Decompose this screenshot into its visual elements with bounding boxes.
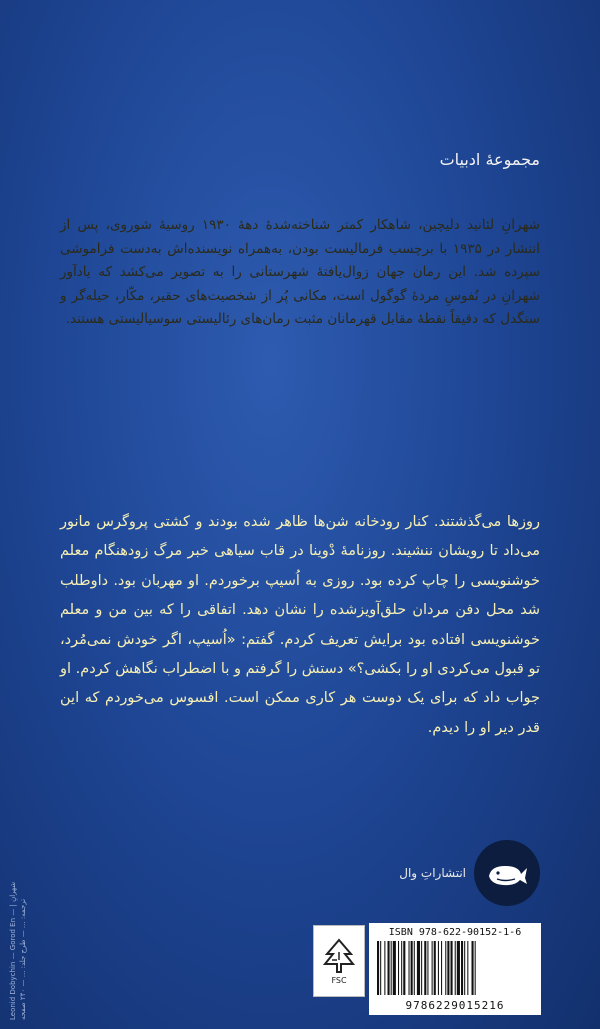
barcode-bar	[403, 941, 405, 995]
barcode-bar	[393, 941, 396, 995]
barcode-bar	[427, 941, 428, 995]
whale-icon	[474, 840, 540, 906]
barcode-bar	[391, 941, 392, 995]
barcode-bar	[441, 941, 442, 995]
fsc-label: FSC	[331, 975, 347, 985]
publisher-name: انتشاراتِ وال	[399, 866, 466, 880]
barcode-bar	[455, 941, 456, 995]
barcode-bar	[472, 941, 474, 995]
barcode-bar	[380, 941, 381, 995]
barcode-bar	[384, 941, 385, 995]
barcode-bars	[377, 941, 533, 995]
barcode-bar	[409, 941, 410, 995]
barcode-bar	[457, 941, 460, 995]
barcode-bar	[461, 941, 463, 995]
barcode-bar	[445, 941, 446, 995]
barcode-bar	[475, 941, 476, 995]
barcode-bar	[411, 941, 413, 995]
barcode-bar	[377, 941, 379, 995]
barcode-bar	[438, 941, 439, 995]
barcode	[369, 923, 541, 1015]
isbn-text: ISBN 978-622-90152-1-6	[388, 927, 522, 938]
fsc-logo	[313, 925, 365, 997]
side-credits: Leonid Dobychin — Gorod En — شهرانِ | ترجمه: ... — طرح جلد: ... — ۲۴۰ صفحه	[9, 881, 27, 1020]
barcode-bar	[432, 941, 433, 995]
book-excerpt: روزها می‌گذشتند. کنار رودخانه شن‌ها ظاهر شده بودند و کشتی پروگرس مانور می‌داد تا رویشان ننشیند. روزنامهٔ دْوینا در قاب سیاهی خبر مرگ زودهنگام معلم خوشنویسی را چاپ کرده بود. روزی به اُسیپ برخوردم. او مهربان بود. داوطلب شد محل دفن مردان حلق‌آویزشده را نشان دهد. اتفاقی را که بین من و معلم خوشنویسی افتاده بود برایش تعریف کردم. گفتم: «اُسیپ، اگر خودش نمی‌مُرد، تو قبول می‌کردی او را بکشی؟» دستش را گرفتم و با اضطراب نگاهش کردم. او جواب داد که برای یک دوست هر کاری ممکن است. افسوس می‌خوردم که این قدر دیر او را دیدم.	[60, 514, 540, 736]
publisher-block	[399, 840, 540, 906]
barcode-bar	[398, 941, 399, 995]
barcode-bar	[417, 941, 420, 995]
barcode-bar	[424, 941, 426, 995]
series-title: مجموعهٔ ادبیات	[439, 150, 540, 169]
barcode-bar	[451, 941, 453, 995]
barcode-bar	[467, 941, 468, 995]
tree-icon	[323, 938, 355, 974]
barcode-bar	[421, 941, 422, 995]
barcode-bar	[388, 941, 390, 995]
barcode-bar	[414, 941, 415, 995]
book-description: شهرانِ لئانید دلیچین، شاهکار کمتر شناخته‌شدهٔ دههٔ ۱۹۳۰ روسیهٔ شوروی، پس از انتشار در ۱۹۳۵ با برچسب فرمالیست بودن، به‌همراه نویسنده‌اش به‌دست فراموشی سپرده شد. این رمان جهان زوال‌یافتهٔ شهرستانی را به تصویر می‌کشد که یادآور شهرانِ در نُفوسِ مردهٔ گوگول است، مکانی پُر از شخصیت‌های حقیر، مکّار، حیله‌گر و سنگدل که دقیقاً نقطهٔ مقابل قهرمانان مثبت رمان‌های رئالیستی سوسیالیستی هستند.	[60, 217, 541, 327]
ean-text: 9786229015216	[405, 999, 505, 1012]
barcode-bar	[447, 941, 449, 995]
barcode-bar	[401, 941, 402, 995]
barcode-bar	[464, 941, 465, 995]
barcode-bar	[434, 941, 436, 995]
